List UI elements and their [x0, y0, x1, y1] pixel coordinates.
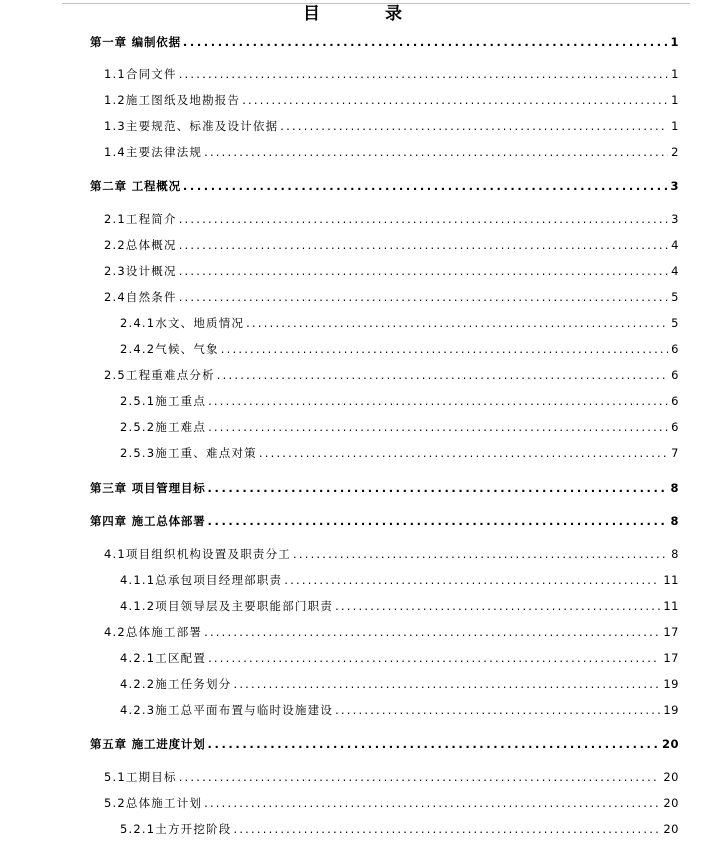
toc-entry-page: 5: [671, 316, 679, 330]
toc-entry-page: 8: [670, 514, 679, 528]
toc-entry-page: 17: [663, 625, 679, 639]
toc-leader-dots: [204, 794, 660, 812]
toc-leader-dots: [280, 117, 668, 135]
toc-entry-page: 20: [663, 822, 679, 836]
toc-entry-4-1[interactable]: [104, 545, 679, 563]
toc-entry-page: 4: [671, 264, 679, 278]
toc-entry-page: 4: [671, 238, 679, 252]
toc-leader-dots: [179, 236, 668, 254]
toc-entry-label: 4.1项目组织机构设置及职责分工: [104, 547, 291, 561]
toc-entry-2-5-2[interactable]: [120, 418, 679, 436]
toc-entry-label: 5.1工期目标: [104, 770, 177, 784]
toc-entry-label: 第二章 工程概况: [90, 179, 181, 193]
toc-entry-page: 7: [671, 446, 679, 460]
toc-leader-dots: [335, 597, 660, 615]
toc-entry-label: 第五章 施工进度计划: [90, 737, 206, 751]
toc-entry-chapter-1[interactable]: [90, 33, 679, 51]
toc-entry-chapter-3[interactable]: [90, 479, 679, 497]
toc-leader-dots: [259, 444, 668, 462]
toc-leader-dots: [179, 768, 661, 786]
toc-entry-2-5[interactable]: [104, 366, 679, 384]
toc-entry-page: 20: [661, 737, 679, 751]
toc-entry-label: 2.3设计概况: [104, 264, 177, 278]
toc-leader-dots: [208, 512, 668, 530]
toc-entry-page: 1: [671, 93, 679, 107]
toc-entry-label: 1.1合同文件: [104, 67, 177, 81]
toc-entry-label: 2.1工程简介: [104, 212, 177, 226]
toc-entry-page: 11: [663, 599, 679, 613]
toc-entry-page: 1: [671, 119, 679, 133]
toc-entry-label: 第四章 施工总体部署: [90, 514, 206, 528]
toc-entry-2-5-1[interactable]: [120, 392, 679, 410]
toc-entry-label: 1.4主要法律法规: [104, 145, 203, 159]
toc-entry-4-2-3[interactable]: [120, 701, 679, 719]
toc-entry-page: 6: [671, 394, 679, 408]
toc-entry-label: 4.2.2施工任务划分: [120, 677, 232, 691]
toc-leader-dots: [204, 623, 660, 641]
toc-entry-label: 5.2总体施工计划: [104, 796, 203, 810]
toc-entry-2-1[interactable]: [104, 210, 679, 228]
toc-entry-1-3[interactable]: [104, 117, 679, 135]
toc-entry-2-3[interactable]: [104, 262, 679, 280]
toc-entry-label: 2.5.1施工重点: [120, 394, 207, 408]
toc-entry-page: 6: [671, 420, 679, 434]
toc-entry-label: 2.2总体概况: [104, 238, 177, 252]
toc-entry-label: 2.4.2气候、气象: [120, 342, 219, 356]
toc-entry-chapter-5[interactable]: [90, 735, 679, 753]
toc-leader-dots: [179, 65, 668, 83]
toc-leader-dots: [233, 675, 660, 693]
toc-leader-dots: [242, 91, 668, 109]
toc-entry-page: 8: [670, 481, 679, 495]
toc-entry-5-2-1[interactable]: [120, 820, 679, 838]
toc-leader-dots: [179, 210, 668, 228]
toc-entry-chapter-4[interactable]: [90, 512, 679, 530]
toc-entry-label: 4.1.1总承包项目经理部职责: [120, 573, 283, 587]
toc-leader-dots: [246, 314, 668, 332]
toc-entry-4-2-2[interactable]: [120, 675, 679, 693]
toc-entry-chapter-2[interactable]: [90, 177, 679, 195]
toc-leader-dots: [208, 735, 659, 753]
toc-entry-2-4[interactable]: [104, 288, 679, 306]
toc-entry-page: 19: [663, 677, 679, 691]
toc-leader-dots: [217, 366, 668, 384]
toc-leader-dots: [208, 479, 668, 497]
toc-entry-label: 5.2.1土方开挖阶段: [120, 822, 232, 836]
toc-leader-dots: [208, 392, 668, 410]
toc-entry-label: 2.5.2施工难点: [120, 420, 207, 434]
toc-entry-label: 4.2.3施工总平面布置与临时设施建设: [120, 703, 334, 717]
toc-entry-5-1[interactable]: [104, 768, 679, 786]
toc-entry-2-5-3[interactable]: [120, 444, 679, 462]
toc-leader-dots: [335, 701, 660, 719]
toc-leader-dots: [221, 340, 668, 358]
toc-entry-page: 3: [671, 212, 679, 226]
toc-entry-label: 4.2总体施工部署: [104, 625, 203, 639]
toc-entry-1-1[interactable]: [104, 65, 679, 83]
toc-entry-page: 1: [670, 35, 679, 49]
toc-entry-page: 20: [663, 770, 679, 784]
toc-leader-dots: [183, 177, 668, 195]
toc-entry-page: 2: [671, 145, 679, 159]
toc-entry-page: 11: [663, 573, 679, 587]
toc-entry-label: 2.4自然条件: [104, 290, 177, 304]
toc-entry-page: 6: [671, 368, 679, 382]
toc-entry-4-1-2[interactable]: [120, 597, 679, 615]
toc-entry-2-4-1[interactable]: [120, 314, 679, 332]
toc-entry-4-1-1[interactable]: [120, 571, 679, 589]
toc-leader-dots: [208, 649, 660, 667]
toc-leader-dots: [179, 288, 668, 306]
toc-leader-dots: [233, 820, 660, 838]
toc-entry-label: 2.5工程重难点分析: [104, 368, 215, 382]
toc-entry-label: 1.3主要规范、标准及设计依据: [104, 119, 279, 133]
toc-entry-1-2[interactable]: [104, 91, 679, 109]
toc-entry-label: 第一章 编制依据: [90, 35, 181, 49]
toc-entry-page: 1: [671, 67, 679, 81]
toc-entry-label: 1.2施工图纸及地勘报告: [104, 93, 241, 107]
toc-entry-label: 2.4.1水文、地质情况: [120, 316, 245, 330]
toc-entry-label: 4.2.1工区配置: [120, 651, 207, 665]
toc-title: 目 录: [303, 4, 426, 24]
toc-leader-dots: [284, 571, 660, 589]
toc-entry-page: 20: [663, 796, 679, 810]
toc-entry-1-4[interactable]: [104, 143, 679, 161]
toc-leader-dots: [293, 545, 668, 563]
toc-leader-dots: [179, 262, 668, 280]
toc-entry-4-2-1[interactable]: [120, 649, 679, 667]
toc-leader-dots: [208, 418, 668, 436]
toc-leader-dots: [204, 143, 668, 161]
toc-entry-page: 17: [663, 651, 679, 665]
toc-entry-2-4-2[interactable]: [120, 340, 679, 358]
toc-entry-page: 3: [670, 179, 679, 193]
toc-entry-2-2[interactable]: [104, 236, 679, 254]
toc-entry-label: 2.5.3施工重、难点对策: [120, 446, 257, 460]
toc-entry-page: 5: [671, 290, 679, 304]
toc-entry-page: 8: [671, 547, 679, 561]
toc-entry-label: 4.1.2项目领导层及主要职能部门职责: [120, 599, 334, 613]
toc-entry-label: 第三章 项目管理目标: [90, 481, 206, 495]
toc-entry-5-2[interactable]: [104, 794, 679, 812]
toc-entry-page: 19: [663, 703, 679, 717]
toc-entry-page: 6: [671, 342, 679, 356]
toc-entry-4-2[interactable]: [104, 623, 679, 641]
toc-leader-dots: [183, 33, 668, 51]
